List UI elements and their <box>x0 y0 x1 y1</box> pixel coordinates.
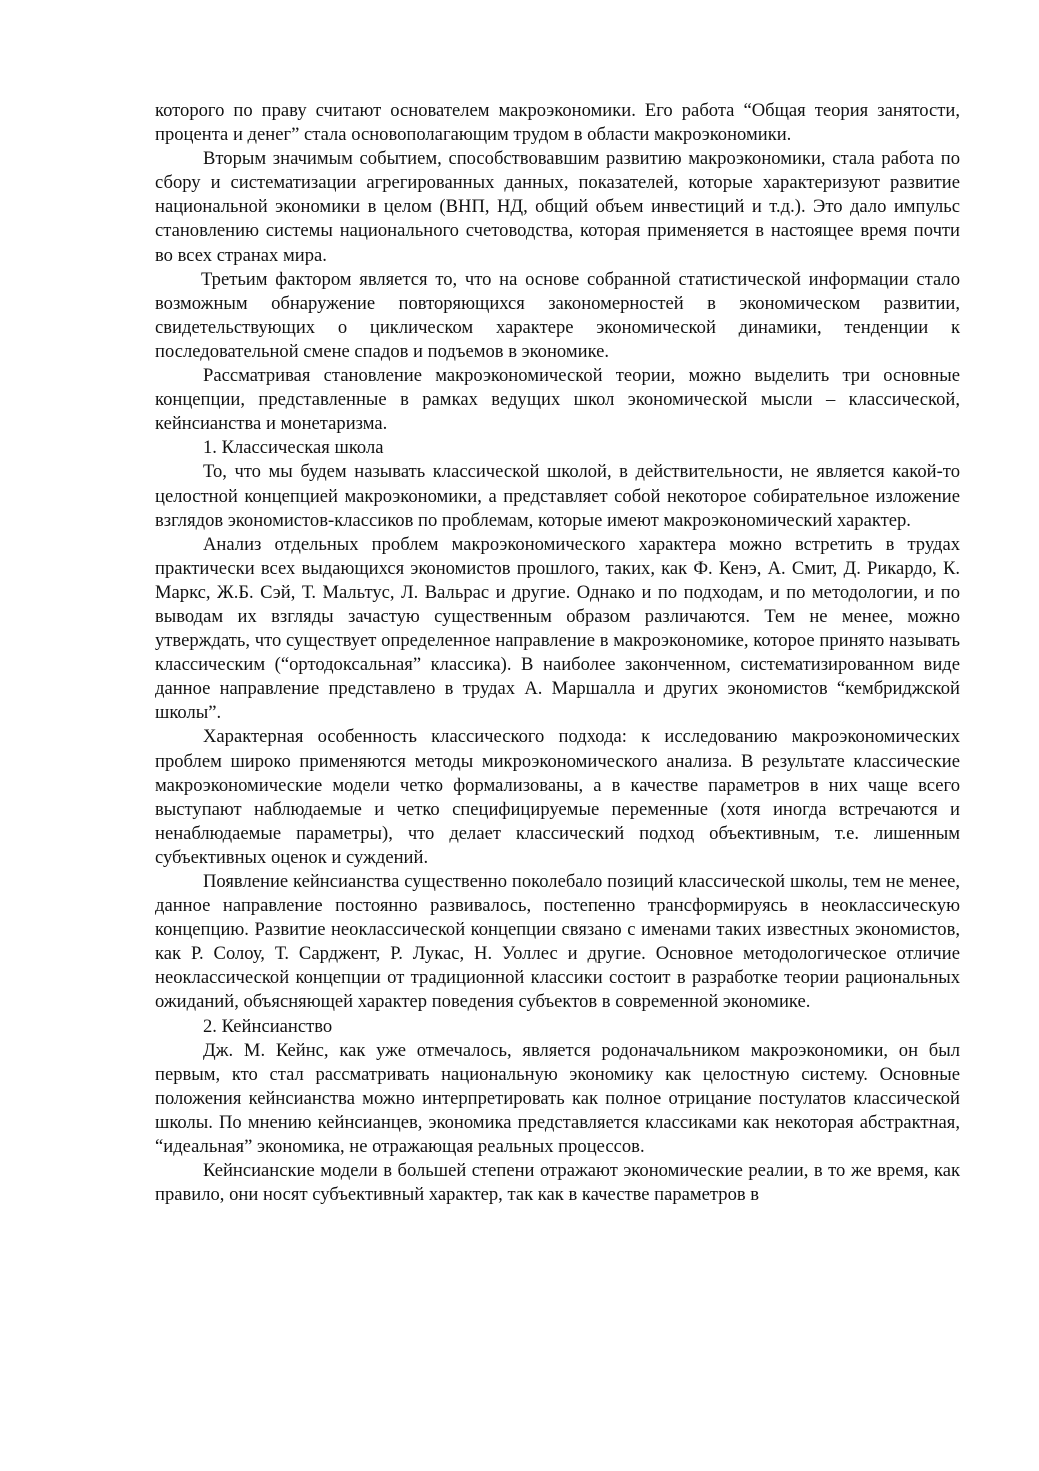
paragraph-third-factor: Третьим фактором является то, что на основе собранной статистической информации стало возможным обнаружение повторяющихся закономерностей в экономическом развитии, свидетельствующих о циклическом характере экономической динамики, тенденции к последовательной смене спадов и подъемов в экономике. <box>155 268 960 362</box>
section-heading-classical-school: 1. Классическая школа <box>203 437 384 459</box>
paragraph-keynesian-models: Кейнсианские модели в большей степени отражают экономические реалии, в то же время, как правило, они носят субъективный характер, так как в качестве параметров в <box>155 1160 960 1206</box>
paragraph-three-concepts: Рассматривая становление макроэкономической теории, можно выделить три основные концепции, представленные в рамках ведущих школ экономической мысли – классической, кейнсианства и монетаризма. <box>155 365 960 435</box>
paragraph-classical-school-intro: То, что мы будем называть классической школой, в действительности, не является какой-то целостной концепцией макроэкономики, а представляет собой некоторое собирательное изложение взглядов экономистов-классиков по проблемам, которые имеют макроэкономический характер. <box>155 461 960 531</box>
paragraph-classical-analysis: Анализ отдельных проблем макроэкономического характера можно встретить в трудах практически всех выдающихся экономистов прошлого, таких, как Ф. Кенэ, А. Смит, Д. Рикардо, К. Маркс, Ж.Б. Сэй, Т. Мальтус, Л. Вальрас и другие. Однако и по подходам, и по методологии, и по выводам их взгляды зачастую существенным образом различаются. Тем не менее, можно утверждать, что существует определенное направление в макроэкономике, которое принято называть классическим (“ортодоксальная” классика). В наиболее законченном, систематизированном виде данное направление представлено в трудах А. Маршалла и других экономистов “кембриджской школы”. <box>155 533 960 724</box>
section-heading-keynesianism: 2. Кейнсианство <box>203 1015 333 1037</box>
paragraph-second-event: Вторым значимым событием, способствовавшим развитию макроэкономики, стала работа по сбору и систематизации агрегированных данных, показателей, которые характеризуют развитие национальной экономики в целом (ВНП, НД, общий объем инвестиций и т.д.). Это дало импульс становлению системы национального счетоводства, которая применяется в настоящее время почти во всех странах мира. <box>155 148 960 266</box>
paragraph-keynes: Дж. М. Кейнс, как уже отмечалось, является родоначальником макроэкономики, он был первым, кто стал рассматривать национальную экономику как целостную систему. Основные положения кейнсианства можно интерпретировать как полное отрицание постулатов классической школы. По мнению кейнсианцев, экономика представляется классиками как некоторая абстрактная, “идеальная” экономика, не отражающая реальных процессов. <box>155 1039 960 1158</box>
document-page <box>155 99 960 1207</box>
paragraph-intro-continuation: которого по праву считают основателем макроэкономики. Его работа “Общая теория занятости, процента и денег” стала основополагающим трудом в области макроэкономики. <box>155 100 960 146</box>
paragraph-classical-approach: Характерная особенность классического подхода: к исследованию макроэкономических проблем широко применяются методы микроэкономического анализа. В результате классические макроэкономические модели четко формализованы, а в качестве параметров в них чаще всего выступают наблюдаемые и четко специфицируемые переменные (хотя иногда встречаются и ненаблюдаемые параметры), что делает классический подход объективным, т.е. лишенным субъективных оценок и суждений. <box>155 726 960 868</box>
paragraph-neoclassical: Появление кейнсианства существенно поколебало позиций классической школы, тем не менее, данное направление постоянно развивалось, постепенно трансформируясь в неоклассическую концепцию. Развитие неоклассической концепции связано с именами таких известных экономистов, как Р. Солоу, Т. Сарджент, Р. Лукас, Н. Уоллес и другие. Основное методологическое отличие неоклассической концепции от традиционной классики состоит в разработке теории рациональных ожиданий, объясняющей характер поведения субъектов в современной экономике. <box>155 871 960 1013</box>
